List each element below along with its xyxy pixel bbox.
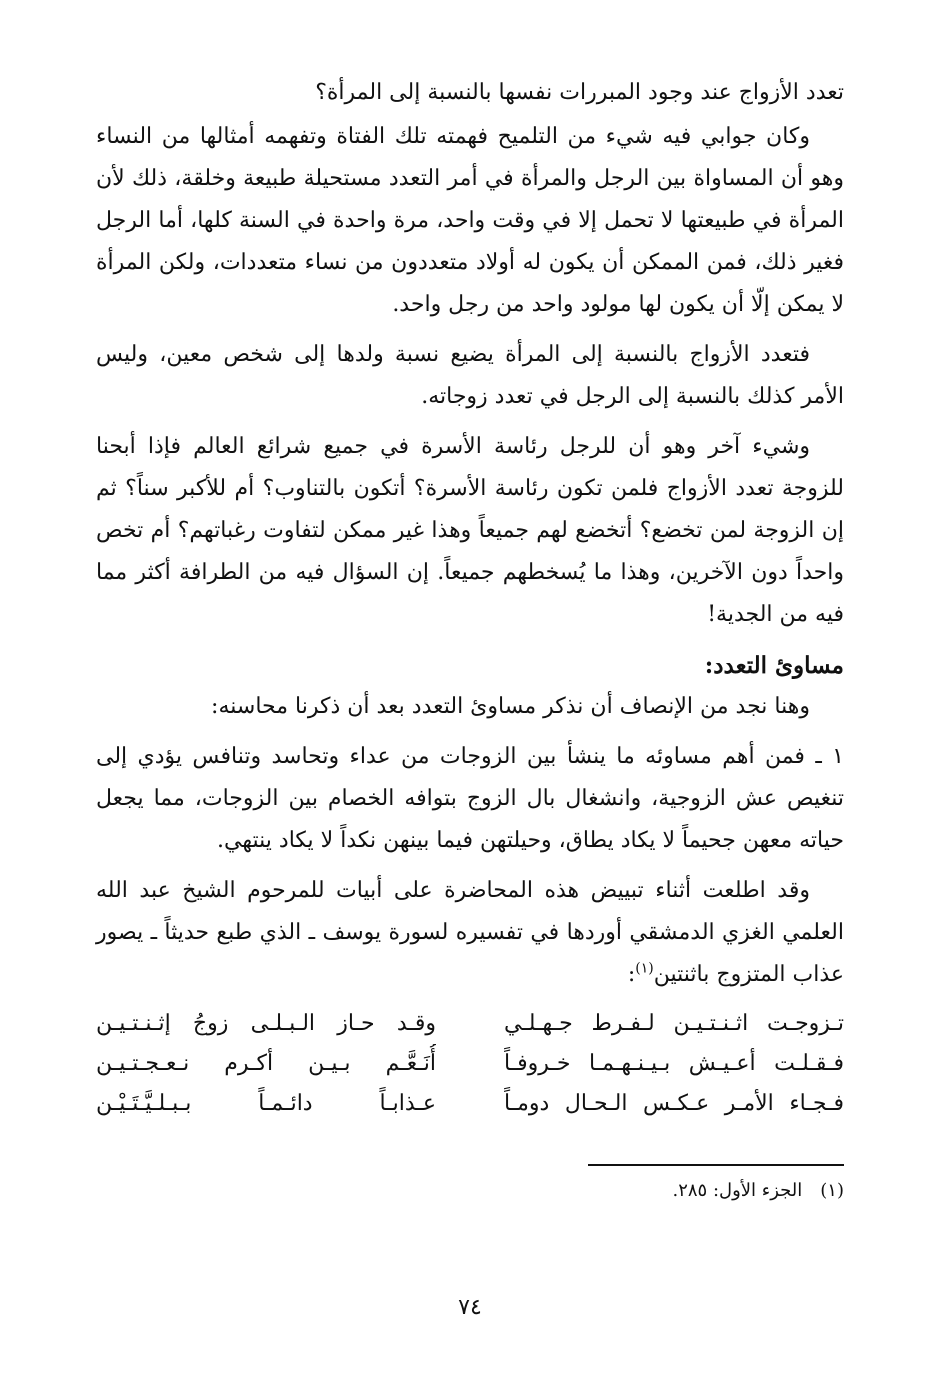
poem-first-hemistich: فـجـاء الأمـر عـكـس الـحـال دومـاً: [504, 1091, 844, 1116]
poem-second-hemistich: عـذابـاً دائـمـاً بـبـلـيَّـتَـيْـن: [96, 1091, 436, 1116]
page-body: [96, 72, 844, 1206]
poem-first-hemistich: فـقـلـت أعـيـش بـيـنـهـمـا خـروفـاً: [504, 1051, 844, 1076]
paragraph-disadvantage-1: ١ ـ فمن أهم مساوئه ما ينشأ بين الزوجات من عداء وتحاسد وتنافس يؤدي إلى تنغيص عش الزوجية، وانشغال بال الزوج بتوافه الخصام بين الزوجات، مما يجعل حياته معهن جحيماً لا يكاد يطاق، وحيلتهن فيما بينهن نكداً لا يكاد ينتهي.: [96, 744, 844, 853]
paragraph-continuation: تعدد الأزواج عند وجود المبررات نفسها بالنسبة إلى المرأة؟: [315, 80, 844, 105]
poem-second-hemistich: أُنَـعَّـم بـيـن أكـرم نـعـجـتـيـن: [96, 1051, 436, 1076]
poem-verse: [96, 1004, 844, 1044]
page-number: ٧٤: [458, 1295, 482, 1320]
paragraph-poem-intro: [96, 870, 844, 996]
poem-verse: [96, 1044, 844, 1084]
section-heading: مساوئ التعدد:: [704, 652, 844, 679]
paragraph-household-leadership: وشيء آخر وهو أن للرجل رئاسة الأسرة في جميع شرائع العالم فإذا أبحنا للزوجة تعدد الأزواج فلمن تكون رئاسة الأسرة؟ أتكون بالتناوب؟ أم للأكبر سناً؟ ثم إن الزوجة لمن تخضع؟ أتخضع لهم جميعاً وهذا غير ممكن لتفاوت رغباتهم؟ أم تخص واحداً دون الآخرين، وهذا ما يُسخطهم جميعاً. إن السؤال فيه من الطرافة أكثر مما فيه من الجدية!: [96, 434, 844, 627]
paragraph-answer: وكان جوابي فيه شيء من التلميح فهمته تلك الفتاة وتفهمه أمثالها من النساء وهو أن المساواة بين الرجل والمرأة في أمر التعدد مستحيلة طبيعة وخلقة، ذلك لأن المرأة في طبيعتها لا تحمل إلا في وقت واحد، مرة واحدة في السنة كلها، أما الرجل فغير ذلك، فمن الممكن أن يكون له أولاد متعددون من نساء متعددات، ولكن المرأة لا يمكن إلّا أن يكون لها مولود واحد من رجل واحد.: [96, 124, 844, 317]
poem-verse: [96, 1084, 844, 1124]
poem-intro-colon: :: [627, 962, 636, 987]
poem-first-hemistich: تـزوجـت اثـنـتـيـن لـفـرط جـهـلـي: [504, 1011, 844, 1036]
paragraph-intro-disadvantages: وهنا نجد من الإنصاف أن نذكر مساوئ التعدد بعد أن ذكرنا محاسنه:: [211, 694, 810, 719]
paragraph-lineage: فتعدد الأزواج بالنسبة إلى المرأة يضيع نسبة ولدها إلى شخص معين، وليس الأمر كذلك بالنسبة إلى الرجل في تعدد زوجاته.: [96, 342, 844, 409]
poem-intro-text: وقد اطلعت أثناء تبييض هذه المحاضرة على أبيات للمرحوم الشيخ عبد الله العلمي الغزي الدمشقي أوردها في تفسيره لسورة يوسف ـ الذي طبع حديثاً ـ يصور عذاب المتزوج باثنتين: [96, 878, 844, 987]
poem-second-hemistich: وقـد حـاز الـبـلـى زوجُ إثـنـتـيـن: [96, 1011, 436, 1036]
poem: [96, 1004, 844, 1124]
footnote-text: الجزء الأول: ٢٨٥.: [672, 1180, 803, 1201]
footnote-reference: (١): [635, 960, 654, 977]
footnote-divider: [588, 1164, 844, 1166]
footnote: [96, 1176, 844, 1206]
footnote-number: (١): [820, 1180, 844, 1201]
